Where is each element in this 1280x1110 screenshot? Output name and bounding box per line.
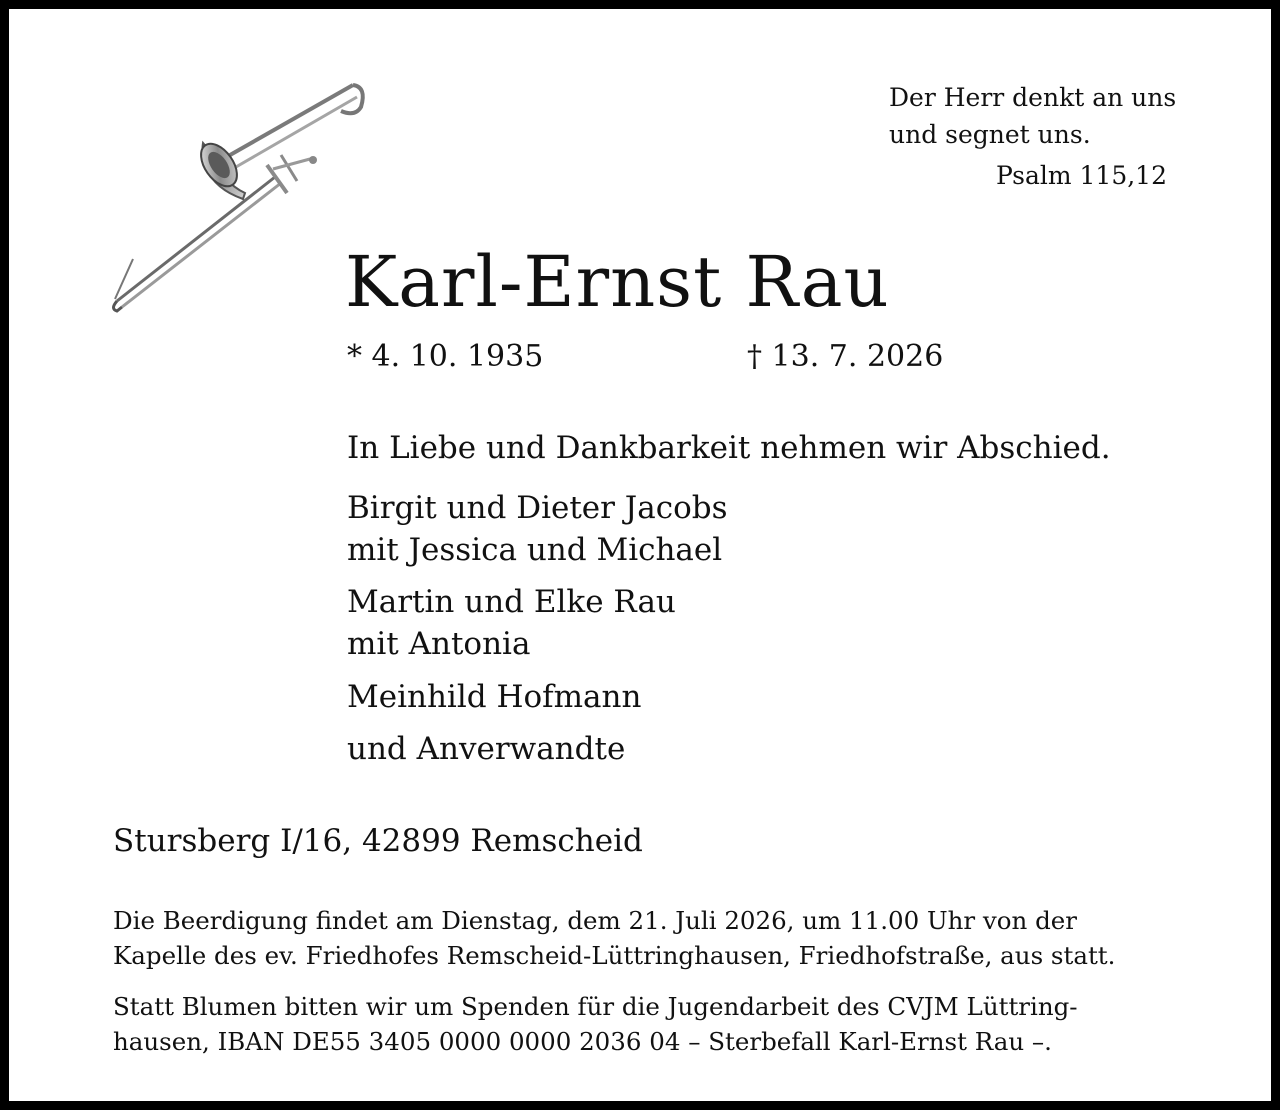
mourner-group-3 [347,676,641,718]
mourner-line: mit Jessica und Michael [347,532,723,568]
donation-line-1: Statt Blumen bitten wir um Spenden für die Jugendarbeit des CVJM Lüttring- [113,992,1078,1021]
funeral-line-2: Kapelle des ev. Friedhofes Remscheid-Lüttringhausen, Friedhofstraße, aus statt. [113,941,1116,970]
verse-reference: Psalm 115,12 [995,161,1167,190]
farewell-line: In Liebe und Dankbarkeit nehmen wir Abschied. [347,430,1111,466]
verse-line-2: und segnet uns. [889,120,1091,149]
verse-line-1: Der Herr denkt an uns [889,83,1177,112]
mourner-line: und Anverwandte [347,731,626,767]
birth-date: * 4. 10. 1935 [347,339,544,374]
deceased-name: Karl-Ernst Rau [345,241,890,323]
funeral-line-1: Die Beerdigung findet am Dienstag, dem 21. Juli 2026, um 11.00 Uhr von der [113,906,1077,935]
mourner-line: mit Antonia [347,626,531,662]
donation-line-2: hausen, IBAN DE55 3405 0000 0000 2036 04 – Sterbefall Karl-Ernst Rau –. [113,1027,1052,1056]
mourner-line: Meinhild Hofmann [347,679,642,715]
mourner-line: Martin und Elke Rau [347,584,676,620]
death-date: † 13. 7. 2026 [747,339,944,374]
funeral-notice [113,903,1185,973]
mourner-group-2 [347,581,676,665]
trombone-icon [105,73,375,321]
mourner-group-4 [347,728,625,770]
verse [889,79,1176,153]
address: Stursberg I/16, 42899 Remscheid [113,823,643,859]
mourner-line: Birgit und Dieter Jacobs [347,490,728,526]
mourner-group-1 [347,487,728,571]
donation-notice [113,989,1185,1059]
